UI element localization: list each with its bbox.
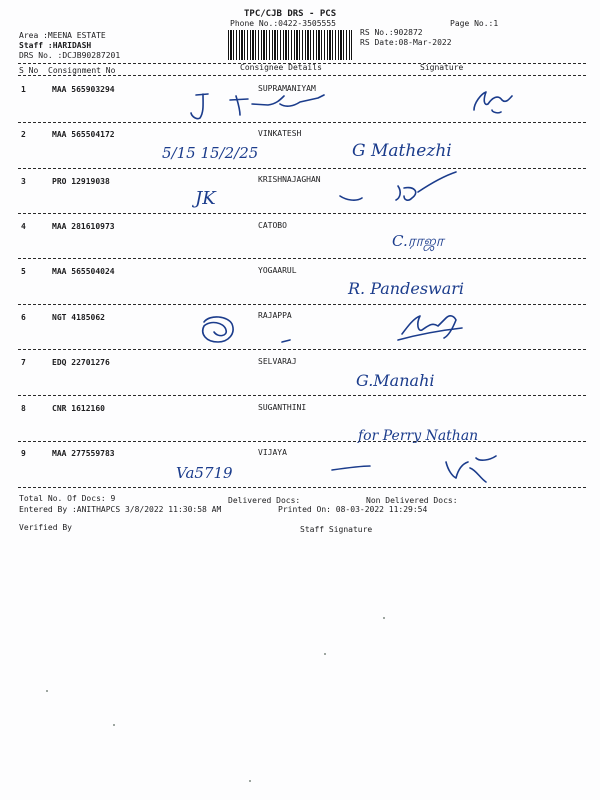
row-consignee: SUGANTHINI bbox=[258, 403, 307, 412]
row-sno: 5 bbox=[21, 267, 26, 276]
handwritten-note: JK bbox=[195, 188, 216, 209]
row-sno: 2 bbox=[21, 130, 26, 139]
scan-speck bbox=[324, 653, 326, 655]
row-consignee: YOGAARUL bbox=[258, 266, 297, 275]
row-consignment: MAA 565504024 bbox=[52, 267, 115, 276]
area-label: Area :MEENA ESTATE bbox=[19, 31, 106, 40]
col-consignee: Consignee Details bbox=[240, 63, 322, 72]
row-consignment: CNR 1612160 bbox=[52, 404, 105, 413]
row-sno: 9 bbox=[21, 449, 26, 458]
handwritten-signature: G.Manahi bbox=[356, 371, 435, 390]
handwritten-note: 5/15 15/2/25 bbox=[162, 144, 259, 162]
row-consignee: VINKATESH bbox=[258, 129, 302, 138]
delivered-docs: Delivered Docs: bbox=[228, 496, 301, 505]
row-sno: 1 bbox=[21, 85, 26, 94]
scan-speck bbox=[46, 690, 48, 692]
handwritten-note: Va5719 bbox=[176, 464, 233, 482]
rs-number: RS No.:902872 bbox=[360, 28, 423, 37]
scan-speck bbox=[249, 780, 251, 782]
page-number: Page No.:1 bbox=[450, 19, 499, 28]
row-consignment: MAA 565504172 bbox=[52, 130, 115, 139]
signature-mark bbox=[203, 316, 462, 342]
scan-speck bbox=[113, 724, 115, 726]
signature-mark bbox=[191, 92, 512, 119]
scan-speck bbox=[383, 617, 385, 619]
row-sno: 3 bbox=[21, 177, 26, 186]
signature-mark bbox=[191, 172, 456, 209]
signature-mark bbox=[162, 141, 452, 162]
row-consignment: MAA 277559783 bbox=[52, 449, 115, 458]
entered-by: Entered By :ANITHAPCS 3/8/2022 11:30:58 AM bbox=[19, 505, 222, 514]
signature-mark bbox=[357, 428, 478, 444]
row-consignee: RAJAPPA bbox=[258, 311, 292, 320]
row-consignment: PRO 12919038 bbox=[52, 177, 110, 186]
col-sno: S No bbox=[19, 66, 39, 75]
row-consignment: EDQ 22701276 bbox=[52, 358, 110, 367]
document-title: TPC/CJB DRS - PCS bbox=[244, 9, 337, 19]
row-consignment: MAA 565903294 bbox=[52, 85, 115, 94]
row-consignee: SELVARAJ bbox=[258, 357, 297, 366]
signature-mark bbox=[176, 456, 496, 482]
col-consignment: Consignment No bbox=[48, 66, 116, 75]
total-docs: Total No. Of Docs: 9 bbox=[19, 494, 116, 503]
handwritten-signature: C.ராஜா bbox=[392, 232, 444, 250]
non-delivered-docs: Non Delivered Docs: bbox=[366, 496, 458, 505]
phone-number: Phone No.:0422-3505555 bbox=[230, 19, 336, 28]
row-sno: 6 bbox=[21, 313, 26, 322]
staff-label: Staff :HARIDASH bbox=[19, 41, 92, 50]
row-consignee: KRISHNAJAGHAN bbox=[258, 175, 321, 184]
row-sno: 8 bbox=[21, 404, 26, 413]
row-sno: 7 bbox=[21, 358, 26, 367]
row-consignment: MAA 281610973 bbox=[52, 222, 115, 231]
rs-date: RS Date:08-Mar-2022 bbox=[360, 38, 452, 47]
signature-mark bbox=[347, 279, 464, 298]
staff-signature-label: Staff Signature bbox=[300, 525, 373, 534]
signature-mark bbox=[392, 232, 446, 252]
row-consignment: NGT 4185062 bbox=[52, 313, 105, 322]
row-sno: 4 bbox=[21, 222, 26, 231]
row-consignee: VIJAYA bbox=[258, 448, 287, 457]
signature-mark bbox=[356, 371, 434, 390]
handwritten-signature: for Perry Nathan bbox=[358, 428, 479, 444]
verified-by: Verified By bbox=[19, 523, 72, 532]
handwritten-signature: G Mathezhi bbox=[352, 141, 452, 161]
drs-number: DRS No. :DCJB90287201 bbox=[19, 51, 121, 60]
row-consignee: SUPRAMANIYAM bbox=[258, 84, 316, 93]
handwritten-signature: R. Pandeswari bbox=[348, 279, 465, 298]
col-signature: Signature bbox=[420, 63, 464, 72]
row-consignee: CATOBO bbox=[258, 221, 287, 230]
printed-on: Printed On: 08-03-2022 11:29:54 bbox=[278, 505, 428, 514]
